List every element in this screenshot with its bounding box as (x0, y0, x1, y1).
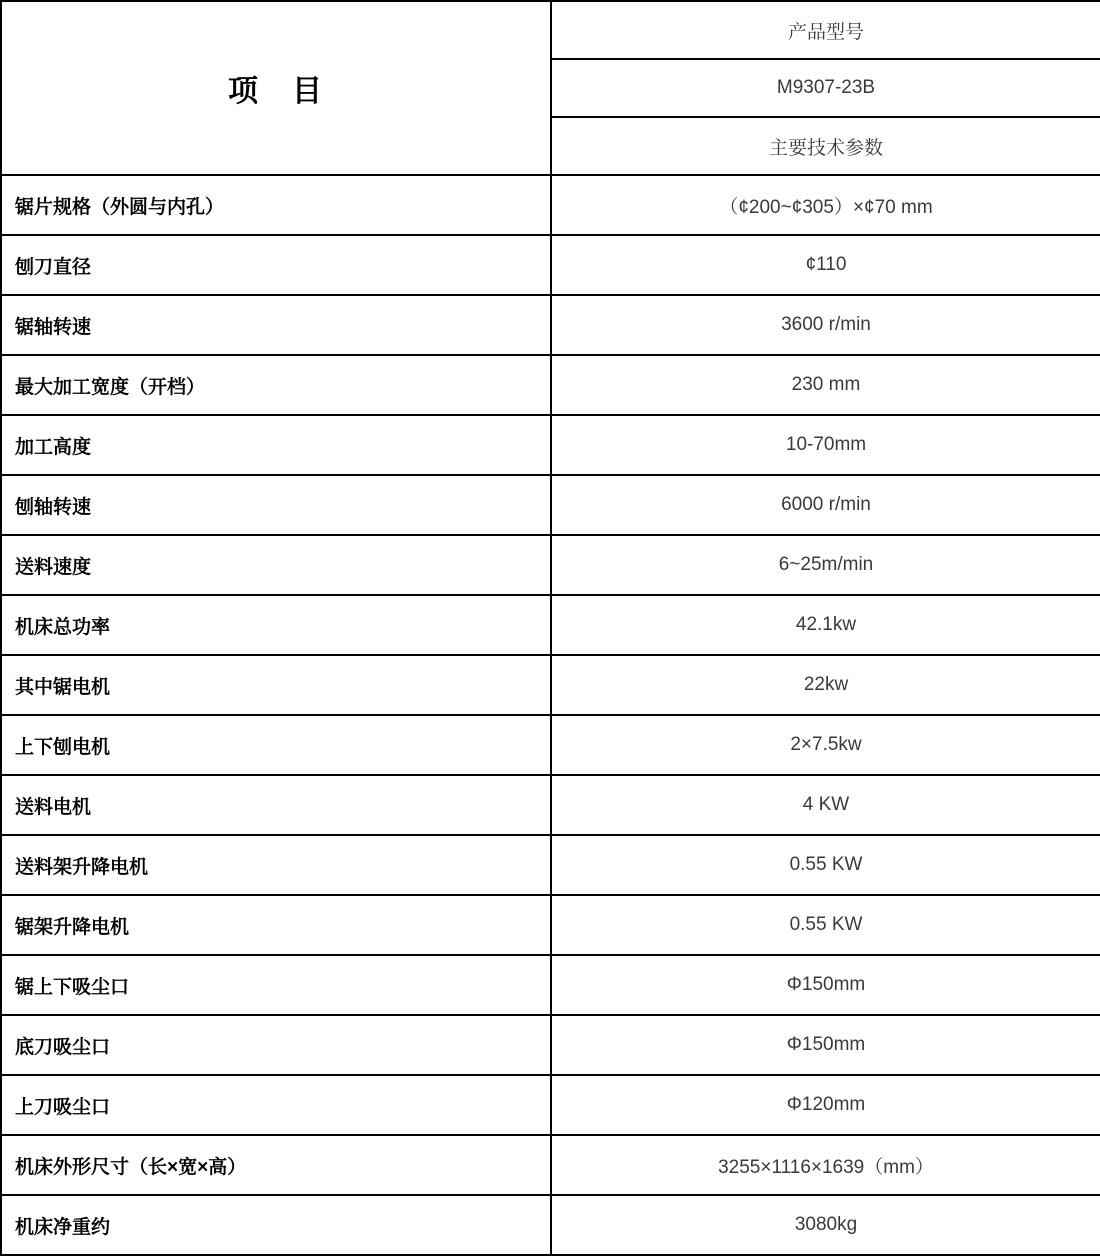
table-row (1, 595, 1100, 655)
spec-value: 0.55 KW (551, 895, 1100, 955)
spec-value: 3080kg (551, 1195, 1100, 1255)
spec-label: 机床外形尺寸（长×宽×高） (1, 1135, 551, 1195)
spec-value: Φ120mm (551, 1075, 1100, 1135)
spec-value: （¢200~¢305）×¢70 mm (551, 175, 1100, 235)
product-model-header: 产品型号 (551, 1, 1100, 59)
table-row (1, 955, 1100, 1015)
spec-label: 锯轴转速 (1, 295, 551, 355)
header-row-product-model (1, 1, 1100, 59)
spec-label: 底刀吸尘口 (1, 1015, 551, 1075)
table-row (1, 1075, 1100, 1135)
spec-value: 6~25m/min (551, 535, 1100, 595)
table-row (1, 1195, 1100, 1255)
table-row (1, 655, 1100, 715)
table-row (1, 1135, 1100, 1195)
spec-value: ¢110 (551, 235, 1100, 295)
table-row (1, 175, 1100, 235)
spec-label: 送料速度 (1, 535, 551, 595)
table-row (1, 235, 1100, 295)
spec-value: 0.55 KW (551, 835, 1100, 895)
table-row (1, 535, 1100, 595)
spec-label: 刨刀直径 (1, 235, 551, 295)
table-row (1, 835, 1100, 895)
spec-label: 最大加工宽度（开档） (1, 355, 551, 415)
table-row (1, 415, 1100, 475)
spec-value: 4 KW (551, 775, 1100, 835)
spec-label: 上刀吸尘口 (1, 1075, 551, 1135)
spec-label: 上下刨电机 (1, 715, 551, 775)
spec-label: 其中锯电机 (1, 655, 551, 715)
spec-value: 230 mm (551, 355, 1100, 415)
spec-value: 3600 r/min (551, 295, 1100, 355)
table-row (1, 355, 1100, 415)
main-params-header: 主要技术参数 (551, 117, 1100, 175)
spec-value: Φ150mm (551, 1015, 1100, 1075)
items-column-header: 项 目 (1, 1, 551, 175)
spec-value: 10-70mm (551, 415, 1100, 475)
model-number: M9307-23B (551, 59, 1100, 117)
table-row (1, 295, 1100, 355)
spec-label: 机床净重约 (1, 1195, 551, 1255)
spec-value: 22kw (551, 655, 1100, 715)
spec-label: 送料架升降电机 (1, 835, 551, 895)
table-row (1, 715, 1100, 775)
spec-label: 锯架升降电机 (1, 895, 551, 955)
spec-value: Φ150mm (551, 955, 1100, 1015)
spec-label: 锯上下吸尘口 (1, 955, 551, 1015)
spec-value: 2×7.5kw (551, 715, 1100, 775)
spec-value: 42.1kw (551, 595, 1100, 655)
table-row (1, 1015, 1100, 1075)
table-row (1, 475, 1100, 535)
spec-label: 加工高度 (1, 415, 551, 475)
spec-value: 3255×1116×1639（mm） (551, 1135, 1100, 1195)
spec-label: 刨轴转速 (1, 475, 551, 535)
table-row (1, 775, 1100, 835)
spec-label: 机床总功率 (1, 595, 551, 655)
spec-value: 6000 r/min (551, 475, 1100, 535)
table-row (1, 895, 1100, 955)
spec-label: 锯片规格（外圆与内孔） (1, 175, 551, 235)
spec-label: 送料电机 (1, 775, 551, 835)
